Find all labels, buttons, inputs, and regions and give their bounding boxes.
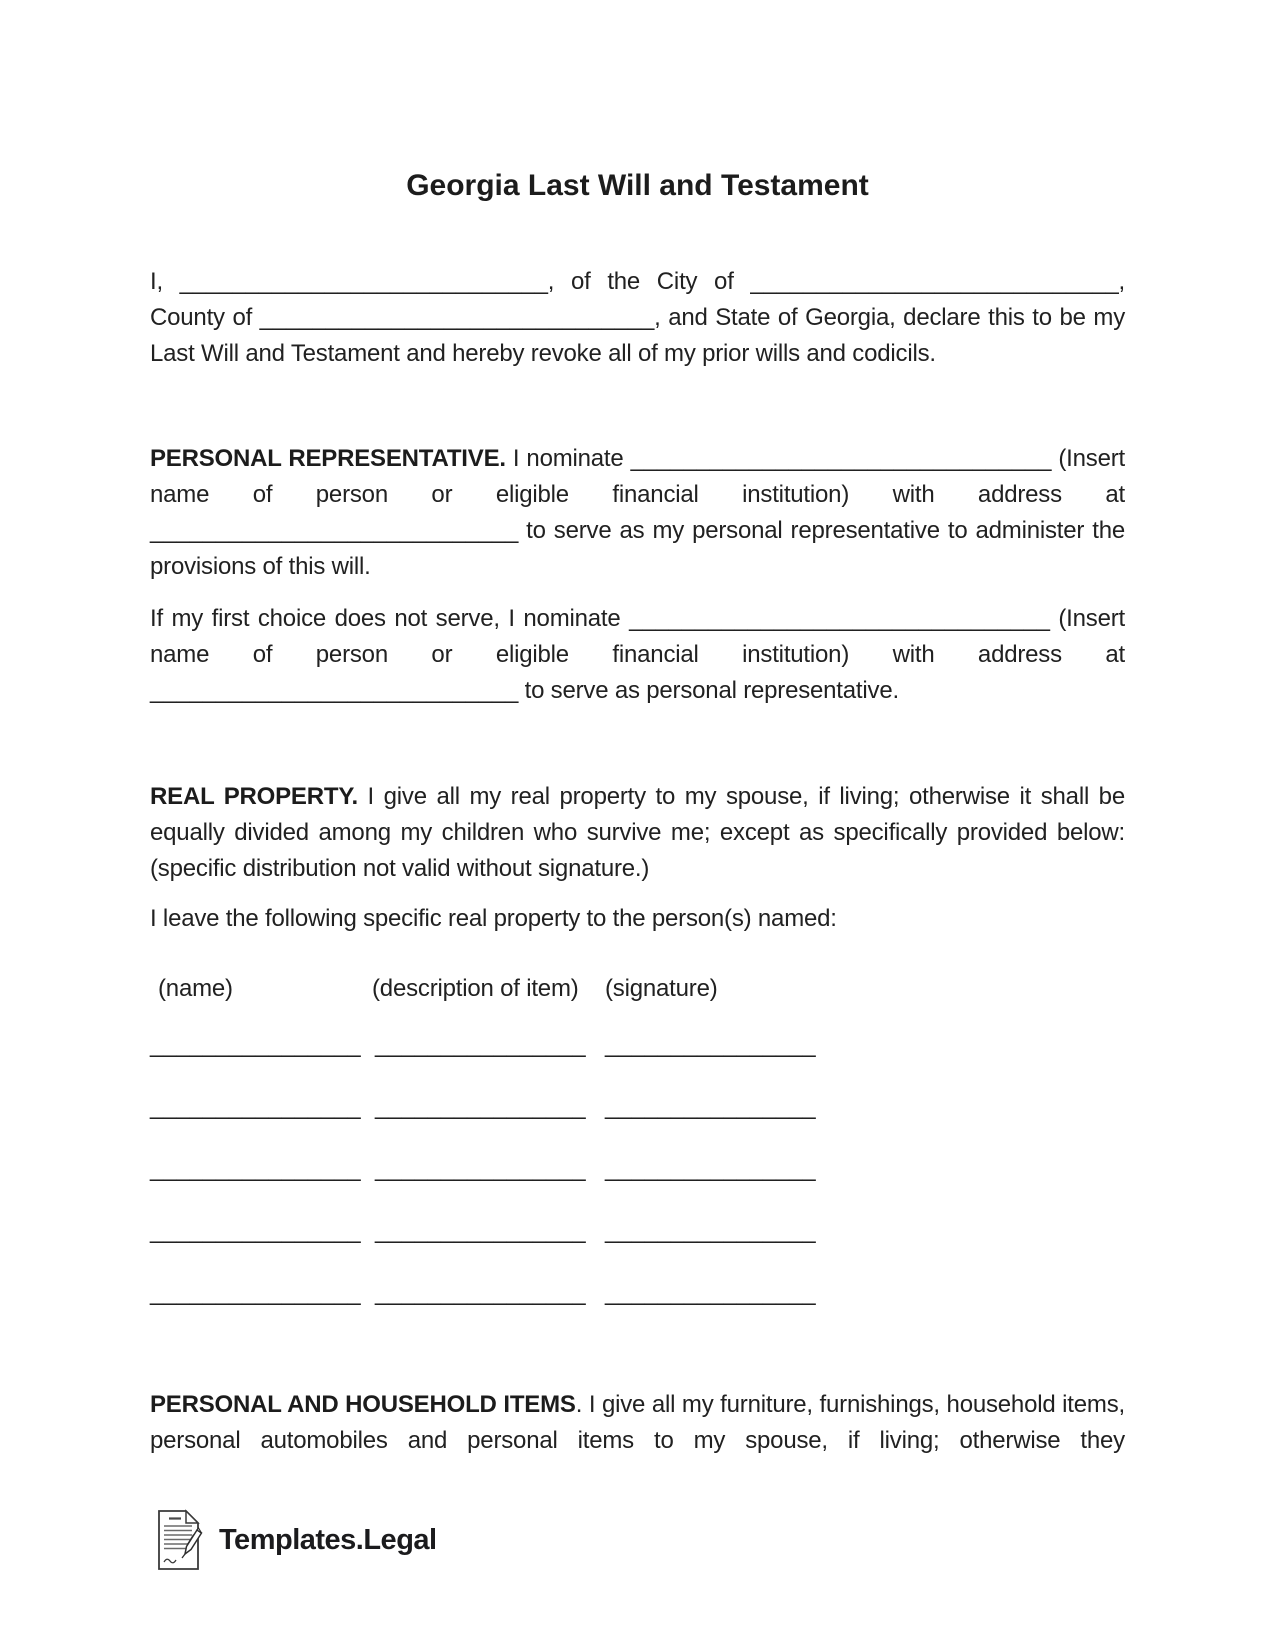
blank-line-name: ________________ [150, 1093, 361, 1120]
brand-name: Templates.Legal [219, 1523, 437, 1556]
document-title: Georgia Last Will and Testament [406, 169, 869, 203]
document-pen-icon [157, 1508, 203, 1572]
blank-line-signature: ________________ [605, 1031, 816, 1058]
table-row [150, 1151, 1125, 1187]
header-cell-name: (name) [158, 975, 233, 1002]
personal-representative-paragraph [150, 441, 1125, 585]
real-property-heading: REAL PROPERTY. [150, 783, 358, 810]
personal-household-heading: PERSONAL AND HOUSEHOLD ITEMS [150, 1391, 576, 1418]
blank-line-signature: ________________ [605, 1217, 816, 1244]
table-row [150, 1027, 1125, 1063]
blank-line-signature: ________________ [605, 1279, 816, 1306]
brand-footer [157, 1508, 437, 1572]
personal-household-paragraph [150, 1387, 1125, 1459]
blank-line-description: ________________ [375, 1155, 586, 1182]
blank-line-name: ________________ [150, 1279, 361, 1306]
blank-line-description: ________________ [375, 1093, 586, 1120]
table-row [150, 1275, 1125, 1311]
blank-line-signature: ________________ [605, 1155, 816, 1182]
header-cell-description: (description of item) [372, 975, 579, 1002]
property-table-header [150, 971, 1125, 1007]
property-table [150, 1027, 1125, 1337]
intro-paragraph: I, ____________________________, of the City of ____________________________, County of ______________________________, and State of Georgia, declare this to be my Last Will and Testament and hereby revoke all of my prior wills and codicils. [150, 268, 1125, 367]
blank-line-name: ________________ [150, 1031, 361, 1058]
real-property-paragraph [150, 779, 1125, 887]
alternate-representative-paragraph: If my first choice does not serve, I nominate ________________________________ (Insert name of person or eligible financial institution) with address at ____________________________ to serve as personal representative. [150, 605, 1125, 704]
blank-line-description: ________________ [375, 1217, 586, 1244]
property-table-header-row [150, 971, 1125, 1007]
table-row [150, 1213, 1125, 1249]
personal-representative-heading: PERSONAL REPRESENTATIVE. [150, 445, 506, 472]
real-property-body: I give all my real property to my spouse, if living; otherwise it shall be equally divided among my children who survive me; except as specifically provided below: (specific distribution not valid without signature.) [150, 783, 1125, 882]
header-cell-signature: (signature) [605, 975, 718, 1002]
blank-line-description: ________________ [375, 1279, 586, 1306]
leave-property-line: I leave the following specific real property to the person(s) named: [150, 905, 837, 932]
personal-representative-body: I nominate ________________________________ (Insert name of person or eligible financial institution) with address at ____________________________ to serve as my personal representative to administer the provisions of this will. [150, 445, 1125, 580]
blank-line-signature: ________________ [605, 1093, 816, 1120]
blank-line-name: ________________ [150, 1217, 361, 1244]
blank-line-name: ________________ [150, 1155, 361, 1182]
personal-household-body: . I give all my furniture, furnishings, household items, personal automobiles and personal items to my spouse, if living; otherwise they [150, 1391, 1125, 1454]
blank-line-description: ________________ [375, 1031, 586, 1058]
table-row [150, 1089, 1125, 1125]
